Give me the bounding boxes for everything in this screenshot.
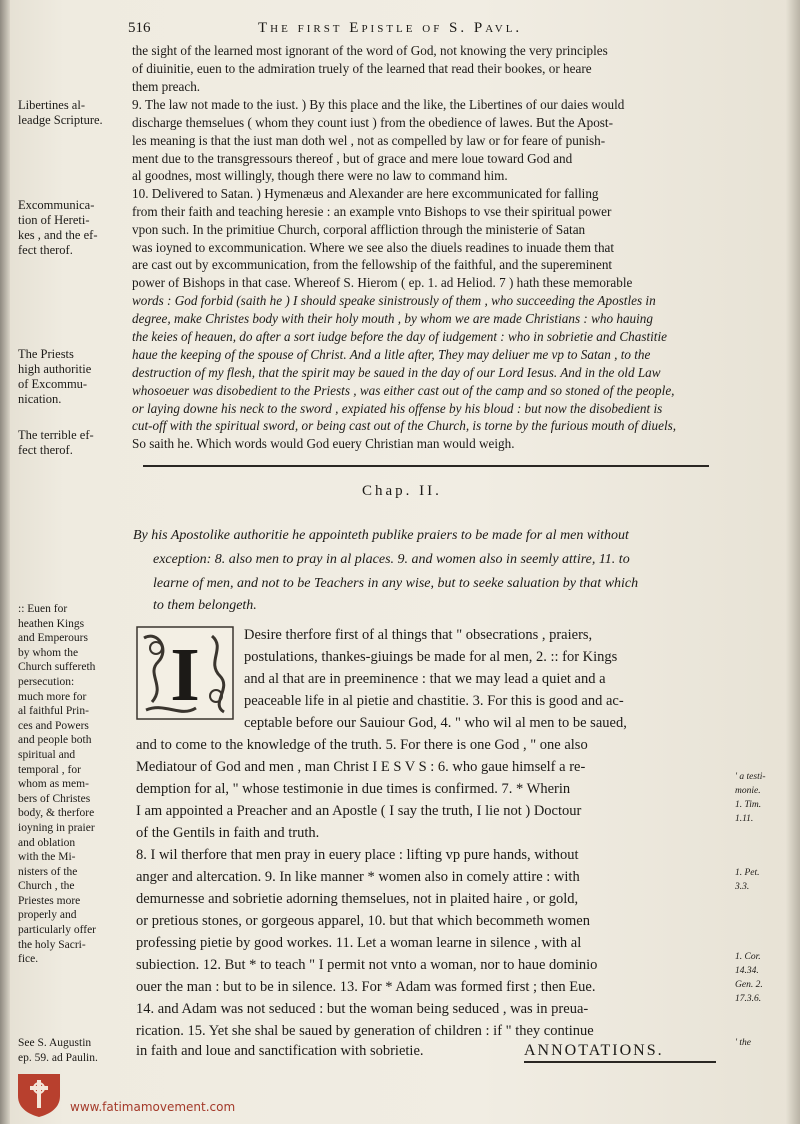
margin-note-augustin: See S. Augustin ep. 59. ad Paulin. — [18, 1037, 98, 1064]
annotation-line: was ioyned to excommunication. Where we see also the diuels readines to inuade them that — [132, 240, 615, 255]
fatima-logo-icon — [10, 1070, 68, 1118]
annotation-line: vpon such. In the primitiue Church, corporal affliction through the ministerie of Satan — [132, 222, 586, 237]
annotation-line: 10. Delivered to Satan. ) Hymenæus and Alexander are here excommunicated for falling — [132, 186, 599, 201]
annotation-line: degree, make Christes body with their holy mouth , by whom we are made Christians : who hauing — [132, 311, 653, 326]
annotation-line: les meaning is that the iust man doth wel , not as compelled by law or for feare of punish- — [132, 133, 606, 148]
page-binding-shadow — [0, 0, 10, 1124]
running-title: The first Epistle of S. Pavl. — [258, 20, 523, 36]
annotation-line: are cast out by excommunication, from the fellowship of the faithful, and the supereminent — [132, 257, 613, 272]
decorated-initial — [136, 626, 234, 720]
svg-text:I: I — [170, 633, 200, 717]
text-line: them preach. — [132, 79, 201, 94]
scripture-line: Mediatour of God and men , man Christ I E S V S : 6. who gaue himself a re- — [136, 759, 586, 775]
scripture-line: postulations, thankes-giuings be made for al men, 2. :: for Kings — [244, 649, 618, 665]
chapter-summary-line: learne of men, and not to be Teachers in any wise, but to seeke saluation by that which — [153, 576, 639, 591]
annotations-heading: ANNOTATIONS. — [524, 1042, 664, 1059]
scripture-line: and al that are in preeminence : that we may lead a quiet and a — [244, 671, 606, 687]
text-line: of diuinitie, euen to the admiration truely of the learned that read their bookes, or heare — [132, 61, 592, 76]
annotation-line: ment due to the transgressours thereof , but of grace and mere loue toward God and — [132, 151, 573, 166]
scripture-line: demurnesse and sobrietie adorning themselues, not in plaited haire , or gold, — [136, 891, 579, 907]
scripture-line: and to come to the knowledge of the truth. 5. For there is one God , " one also — [136, 737, 588, 753]
annotation-line: the keies of heauen, do after a sort iudge before the day of iudgement : who in sobrietie and Chastitie — [132, 329, 667, 344]
margin-note-kings: :: Euen for heathen Kings and Emperours by whom the Church suffereth persecution: much more for al faithful Prin- ces and Powers and people both spiritual and temporal , for whom as mem- bers of Christes body, & therfore ioyning in praier and oblation with the Mi- nisters of the Church , the Priestes more properly and particularly offer the holy Sacri- fice. — [18, 603, 97, 966]
scripture-line: or pretious stones, or gorgeous apparel, 10. but that which becommeth women — [136, 913, 590, 929]
chapter-summary-line: exception: 8. also men to pray in al places. 9. and women also in seemly attire, 11. to — [153, 552, 630, 567]
scripture-line: peaceable life in al pietie and chastitie. 3. For this is good and ac- — [244, 693, 624, 709]
scripture-line: ceptable before our Sauiour God, 4. " who wil al men to be saued, — [244, 715, 627, 731]
margin-note-priests: The Priests high authoritie of Excommu- nication. — [18, 347, 92, 406]
chapter-heading: Chap. II. — [362, 483, 442, 499]
annotations-underline — [524, 1061, 716, 1063]
page-number: 516 — [128, 20, 151, 36]
running-head — [128, 20, 728, 42]
margin-reference: ' a testi- monie. 1. Tim. 1.11. — [735, 772, 766, 824]
scripture-line: rication. 15. Yet she shal be saued by generation of children : if " they continue — [136, 1023, 594, 1039]
annotation-line: cut-off with the spiritual sword, or being cast out of the Church, is torne by the furious mouth of diuels, — [132, 418, 677, 433]
annotation-line: from their faith and teaching heresie : an example vnto Bishops to vse their spiritual power — [132, 204, 612, 219]
annotation-line: destruction of my flesh, that the spirit may be saued in the day of our Lord Iesus. And in the old Law — [132, 365, 661, 380]
margin-note-excommunication: Excommunica- tion of Hereti- kes , and the ef- fect therof. — [18, 198, 98, 257]
margin-reference: 1. Pet. 3.3. — [735, 868, 760, 892]
annotation-line: whosoeuer was disobedient to the Priests , was either cast out of the camp and so stoned of the people, — [132, 383, 675, 398]
scripture-line: 14. and Adam was not seduced : but the woman being seduced , was in preua- — [136, 1001, 589, 1017]
section-divider — [143, 465, 709, 467]
scripture-line: ouer the man : but to be in silence. 13. For * Adam was formed first ; then Eue. — [136, 979, 596, 995]
scripture-line: 8. I wil therfore that men pray in euery place : lifting vp pure hands, without — [136, 847, 579, 863]
chapter-summary-line: to them belongeth. — [153, 598, 257, 613]
scripture-line: of the Gentils in faith and truth. — [136, 825, 320, 841]
scripture-line: Desire therfore first of al things that " obsecrations , praiers, — [244, 627, 593, 643]
margin-note-terrible: The terrible ef- fect therof. — [18, 428, 94, 457]
margin-reference: ' the — [735, 1038, 752, 1048]
scripture-line: in faith and loue and sanctification with sobrietie. — [136, 1043, 424, 1059]
scripture-line: demption for al, " whose testimonie in due times is confirmed. 7. * Wherin — [136, 781, 571, 797]
text-line: the sight of the learned most ignorant of the word of God, not knowing the very principles — [132, 43, 608, 58]
scripture-line: subiection. 12. But * to teach " I permit not vnto a woman, nor to haue dominio — [136, 957, 598, 973]
margin-note-libertines: Libertines al- leadge Scripture. — [18, 98, 103, 127]
chapter-summary-line: By his Apostolike authoritie he appointeth publike praiers to be made for al men without — [133, 528, 629, 543]
margin-reference: 1. Cor. 14.34. Gen. 2. 17.3.6. — [735, 952, 763, 1004]
annotation-line: al goodnes, most willingly, though there were no law to command him. — [132, 168, 508, 183]
annotation-line: haue the keeping of the spouse of Christ. And a litle after, They may deliuer me vp to Satan , to the — [132, 347, 651, 362]
scripture-line: professing pietie by good workes. 11. Let a woman learne in silence , with al — [136, 935, 582, 951]
annotation-line: power of Bishops in that case. Whereof S. Hierom ( ep. 1. ad Heliod. 7 ) hath these memorable — [132, 275, 633, 290]
annotation-line: So saith he. Which words would God euery Christian man would weigh. — [132, 436, 515, 451]
ornament-initial-icon — [136, 626, 234, 720]
scripture-line: I am appointed a Preacher and an Apostle ( I say the truth, I lie not ) Doctour — [136, 803, 582, 819]
annotation-line: 9. The law not made to the iust. ) By this place and the like, the Libertines of our daies would — [132, 97, 625, 112]
annotation-line: or laying downe his neck to the sword , expiated his offense by his bloud : but now the disobedient is — [132, 401, 663, 416]
watermark-url[interactable]: www.fatimamovement.com — [70, 1100, 236, 1114]
annotation-line: words : God forbid (saith he ) I should speake sinistrously of them , who succeeding the Apostles in — [132, 293, 656, 308]
scripture-line: anger and altercation. 9. In like manner * women also in comely attire : with — [136, 869, 580, 885]
annotation-line: discharge themselues ( whom they count iust ) from the obedience of lawes. But the Apost- — [132, 115, 613, 130]
